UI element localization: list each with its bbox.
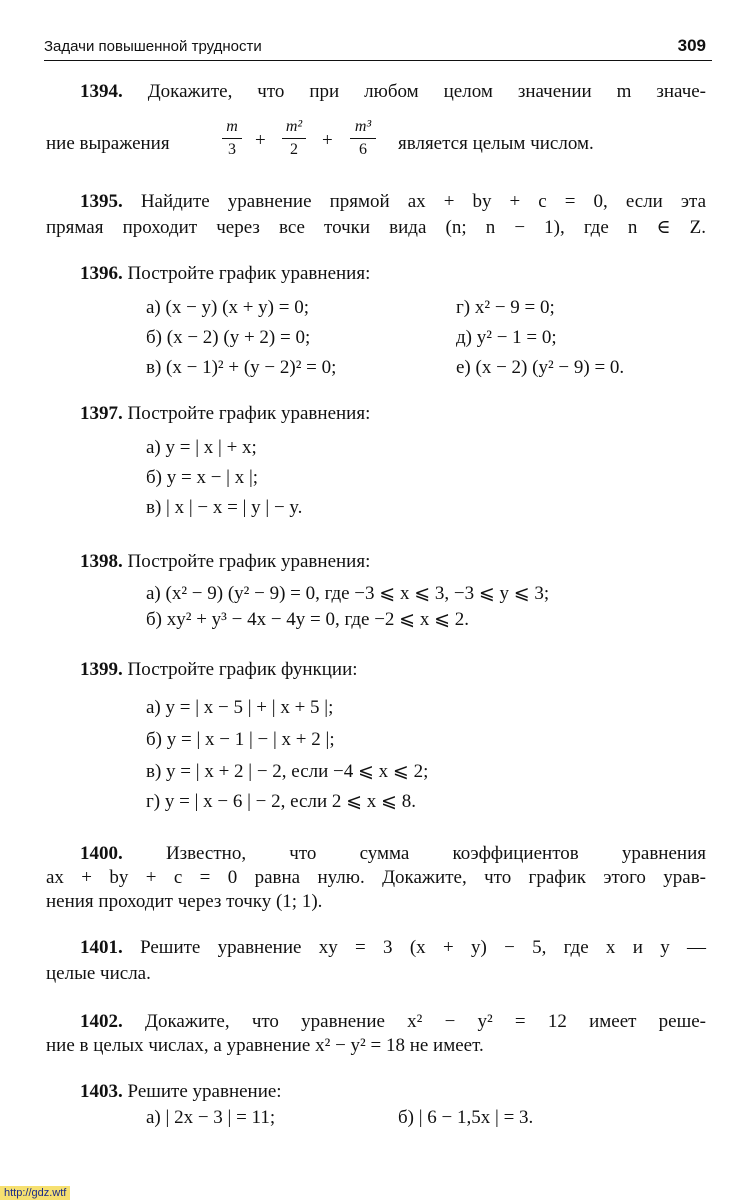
problem-1400-line2: ax + by + c = 0 равна нулю. Докажите, что график этого урав- xyxy=(46,867,706,888)
problem-1402-line1: 1402. Докажите, что уравнение x² − y² = 12 имеет реше- xyxy=(80,1011,707,1032)
problem-number: 1394. xyxy=(80,81,123,102)
plus-sign: + xyxy=(255,130,266,151)
item-b: б) y = x − | x |; xyxy=(146,467,259,488)
running-head xyxy=(44,36,712,62)
plus-sign: + xyxy=(322,130,333,151)
item-b: б) | 6 − 1,5x | = 3. xyxy=(398,1107,534,1128)
item-a: а) | 2x − 3 | = 11; xyxy=(146,1107,276,1128)
problem-1400-line3: нения проходит через точку (1; 1). xyxy=(46,891,323,912)
problem-1395-line1: 1395. Найдите уравнение прямой ax + by + c = 0, если эта xyxy=(80,191,707,212)
problem-1401-line2: целые числа. xyxy=(46,963,151,984)
item-b: б) xy² + y³ − 4x − 4y = 0, где −2 ⩽ x ⩽ 2. xyxy=(146,609,469,630)
fraction-m3-over-6: m³ 6 xyxy=(350,118,376,159)
item-b: б) (x − 2) (y + 2) = 0; xyxy=(146,327,311,348)
problem-1402-line2: ние в целых числах, а уравнение x² − y² = 18 не имеет. xyxy=(46,1035,484,1056)
item-a: а) (x − y) (x + y) = 0; xyxy=(146,297,309,318)
item-v: в) | x | − x = | y | − y. xyxy=(146,497,303,518)
problem-1394-line2-end: является целым числом. xyxy=(398,133,594,154)
problem-1397-heading: 1397. Постройте график уравнения: xyxy=(80,403,371,424)
problem-1394-line2-start: ние выражения xyxy=(46,133,170,154)
item-v: в) (x − 1)² + (y − 2)² = 0; xyxy=(146,357,337,378)
section-title: Задачи повышенной трудности xyxy=(44,38,262,55)
problem-1394-line1: 1394. Докажите, что при любом целом значении m значе- xyxy=(80,81,707,102)
problem-1400-line1: 1400. Известно, что сумма коэффициентов уравнения xyxy=(80,843,706,864)
problem-1395-line2: прямая проходит через все точки вида (n; n − 1), где n ∈ Z. xyxy=(46,217,706,238)
problem-1401-line1: 1401. Решите уравнение xy = 3 (x + y) − 5, где x и y — xyxy=(80,937,707,958)
problem-1399-heading: 1399. Постройте график функции: xyxy=(80,659,358,680)
item-e: е) (x − 2) (y² − 9) = 0. xyxy=(456,357,625,378)
watermark-link[interactable]: http://gdz.wtf xyxy=(0,1186,70,1200)
problem-1403-heading: 1403. Решите уравнение: xyxy=(80,1081,282,1102)
problem-1398-heading: 1398. Постройте график уравнения: xyxy=(80,551,371,572)
page-number: 309 xyxy=(677,36,706,55)
fraction-m2-over-2: m² 2 xyxy=(282,118,306,159)
item-b: б) y = | x − 1 | − | x + 2 |; xyxy=(146,729,335,750)
item-v: в) y = | x + 2 | − 2, если −4 ⩽ x ⩽ 2; xyxy=(146,761,429,782)
item-a: а) (x² − 9) (y² − 9) = 0, где −3 ⩽ x ⩽ 3, −3 ⩽ y ⩽ 3; xyxy=(146,583,550,604)
problem-1396-heading: 1396. Постройте график уравнения: xyxy=(80,263,371,284)
header-rule xyxy=(44,60,712,61)
item-d: д) y² − 1 = 0; xyxy=(456,327,557,348)
fraction-m-over-3: m 3 xyxy=(222,118,242,159)
item-g: г) y = | x − 6 | − 2, если 2 ⩽ x ⩽ 8. xyxy=(146,791,416,812)
item-g: г) x² − 9 = 0; xyxy=(456,297,555,318)
item-a: а) y = | x − 5 | + | x + 5 |; xyxy=(146,697,334,718)
item-a: а) y = | x | + x; xyxy=(146,437,257,458)
